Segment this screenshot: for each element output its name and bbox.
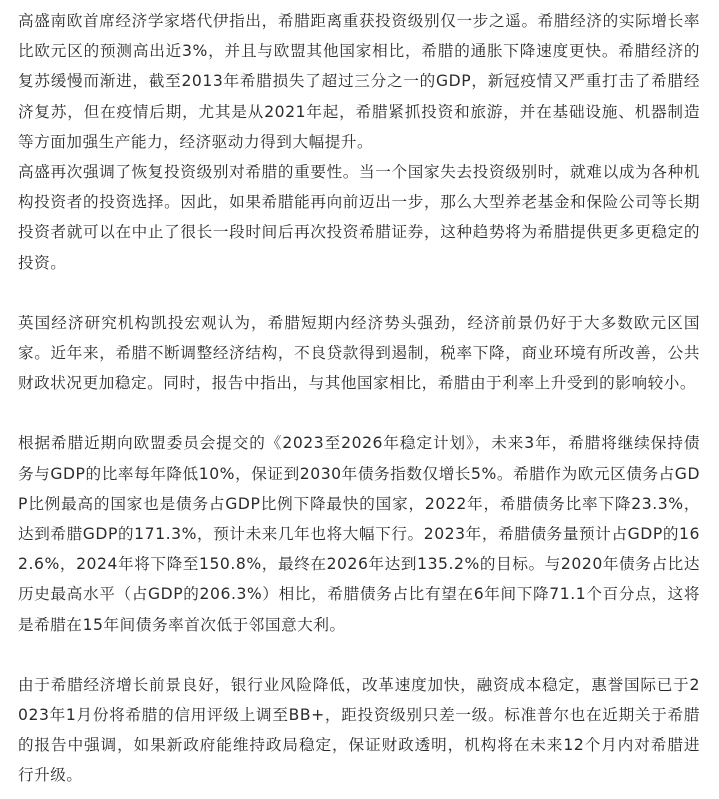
paragraph-spacer xyxy=(18,278,700,308)
paragraph-spacer xyxy=(18,398,700,428)
paragraph-stability-plan: 根据希腊近期向欧盟委员会提交的《2023至2026年稳定计划》，未来3年，希腊将继续保持债务与GDP的比率每年降低10%，保证到2030年债务指数仅增长5%。希腊作为欧元区债务占GDP比例最高的国家也是债务占GDP比例下降最快的国家，2022年，希腊债务比率下降23.3%，达到希腊GDP的171.3%，预计未来几年也将大幅下行。2023年，希腊债务量预计占GDP的162.6%，2024年将下降至150.8%，最终在2026年达到135.2%的目标。与2020年债务占比达历史最高水平（占GDP的206.3%）相比，希腊债务占比有望在6年间下降71.1个百分点，这将是希腊在15年间债务率首次低于邻国意大利。 xyxy=(18,434,700,634)
paragraph-credit-rating: 由于希腊经济增长前景良好，银行业风险降低，改革速度加快，融资成本稳定，惠誉国际已于2023年1月份将希腊的信用评级上调至BB+，距投资级别只差一级。标准普尔也在近期关于希腊的报告中强调，如果新政府能维持政局稳定，保证财政透明，机构将在未来12个月内对希腊进行升级。 xyxy=(18,675,700,785)
article-body xyxy=(18,6,700,791)
paragraph-spacer xyxy=(18,640,700,670)
paragraph-investment-grade-importance: 高盛再次强调了恢复投资级别对希腊的重要性。当一个国家失去投资级别时，就难以成为各种机构投资者的投资选择。因此，如果希腊能再向前迈出一步，那么大型养老基金和保险公司等长期投资者就可以在中止了很长一段时间后再次投资希腊证券，这种趋势将为希腊提供更多更稳定的投资。 xyxy=(18,163,700,272)
paragraph-capital-economics-view: 英国经济研究机构凯投宏观认为，希腊短期内经济势头强劲，经济前景仍好于大多数欧元区国家。近年来，希腊不断调整经济结构，不良贷款得到遏制，税率下降，商业环境有所改善，公共财政状况更加稳定。同时，报告中指出，与其他国家相比，希腊由于利率上升受到的影响较小。 xyxy=(18,313,700,393)
paragraph-goldman-view: 高盛南欧首席经济学家塔代伊指出，希腊距离重获投资级别仅一步之遥。希腊经济的实际增长率比欧元区的预测高出近3%，并且与欧盟其他国家相比，希腊的通胀下降速度更快。希腊经济的复苏缓慢而渐进，截至2013年希腊损失了超过三分之一的GDP，新冠疫情又严重打击了希腊经济复苏，但在疫情后期，尤其是从2021年起，希腊紧抓投资和旅游，并在基础设施、机器制造等方面加强生产能力，经济驱动力得到大幅提升。 xyxy=(18,12,700,151)
